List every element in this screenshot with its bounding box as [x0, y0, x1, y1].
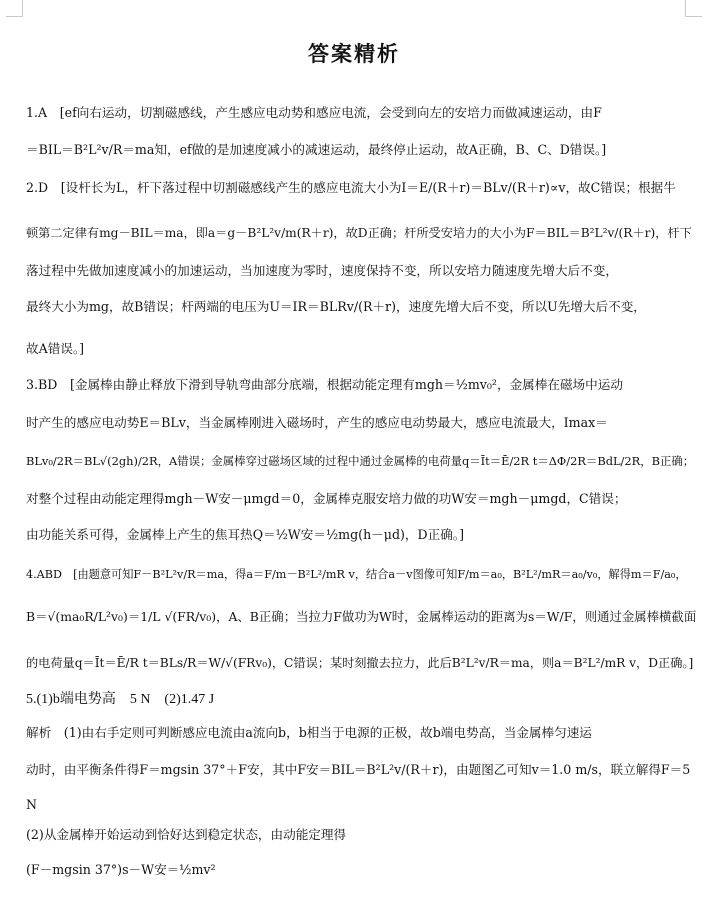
- answer-2-line-1: 2.D [设杆长为L，杆下落过程中切割磁感线产生的感应电流大小为I＝E/(R＋r)＝BLv/(R＋r)∝v，故C错误；根据牛: [26, 180, 676, 195]
- analysis-line-2: 动时，由平衡条件得F＝mgsin 37°＋F安，其中F安＝BIL＝B²L²v/(R＋r)，由题图乙可知v＝1.0 m/s，联立解得F＝5: [26, 762, 691, 777]
- answer-2-line-3: 落过程中先做加速度减小的加速运动，当加速度为零时，速度保持不变，所以安培力随速度先增大后不变，: [26, 263, 618, 278]
- answer-3-line-3: BLv₀/2R＝BL√(2gh)/2R，A错误；金属棒穿过磁场区域的过程中通过金属棒的电荷量q＝Īt＝Ē/2R t＝ΔΦ/2R＝BdL/2R，B正确；: [26, 454, 695, 468]
- analysis-line-3: N: [26, 797, 38, 812]
- answer-3-line-1: 3.BD [金属棒由静止释放下滑到导轨弯曲部分底端，根据动能定理有mgh＝½mv₀²，金属棒在磁场中运动: [26, 377, 623, 392]
- answer-2-line-2: 顿第二定律有mg－BIL＝ma，即a＝g－B²L²v/m(R＋r)，故D正确；杆所受安培力的大小为F＝BIL＝B²L²v/(R＋r)，杆下: [26, 226, 692, 240]
- crop-mark-top-right: [685, 0, 702, 17]
- page-title: 答案精析: [308, 41, 400, 66]
- answer-1-line-2: ＝BIL＝B²L²v/R＝ma知，ef做的是加速度减小的减速运动，最终停止运动，故A正确，B、C、D错误。]: [26, 142, 607, 157]
- answer-3-line-2: 时产生的感应电动势E＝BLv，当金属棒刚进入磁场时，产生的感应电动势最大，感应电流最大，Imax＝: [26, 415, 608, 430]
- answer-4-line-1: 4.ABD [由题意可知F－B²L²v/R＝ma，得a＝F/m－B²L²/mR v，结合a－v图像可知F/m＝a₀，B²L²/mR＝a₀/v₀，解得m＝F/a₀，: [26, 568, 687, 581]
- answer-1-line-1: 1.A [ef向右运动，切割磁感线，产生感应电动势和感应电流，会受到向左的安培力而做减速运动，由F: [26, 105, 602, 120]
- crop-mark-top-left: [6, 0, 23, 17]
- answer-3-line-4: 对整个过程由动能定理得mgh－W安－μmgd＝0，金属棒克服安培力做的功W安＝mgh－μmgd，C错误；: [26, 491, 627, 506]
- answer-4-line-3: 的电荷量q＝Īt＝Ē/R t＝BLs/R＝W/√(FRv₀)，C错误；某时刻撤去拉力，此后B²L²v/R＝ma，则a＝B²L²/mR v，D正确。]: [26, 656, 694, 670]
- analysis-line-1: 解析 (1)由右手定则可判断感应电流由a流向b，b相当于电源的正极，故b端电势高，当金属棒匀速运: [26, 725, 592, 740]
- analysis-line-4: (2)从金属棒开始运动到恰好达到稳定状态，由动能定理得: [26, 827, 347, 842]
- answer-5-heading: 5.(1)b端电势高 5 N (2)1.47 J: [26, 692, 215, 707]
- answer-3-line-5: 由功能关系可得，金属棒上产生的焦耳热Q＝½W安＝½mg(h－μd)，D正确。]: [26, 527, 465, 542]
- analysis-line-5: (F－mgsin 37°)s－W安＝½mv²: [26, 862, 216, 877]
- answer-2-line-4: 最终大小为mg，故B错误；杆两端的电压为U＝IR＝BLRv/(R＋r)，速度先增大后不变，所以U先增大后不变，: [26, 299, 646, 314]
- answer-4-line-2: B＝√(ma₀R/L²v₀)＝1/L √(FR/v₀)，A、B正确；当拉力F做功为W时，金属棒运动的距离为s＝W/F，则通过金属棒横截面: [26, 609, 697, 624]
- answer-2-line-5: 故A错误。]: [26, 341, 85, 356]
